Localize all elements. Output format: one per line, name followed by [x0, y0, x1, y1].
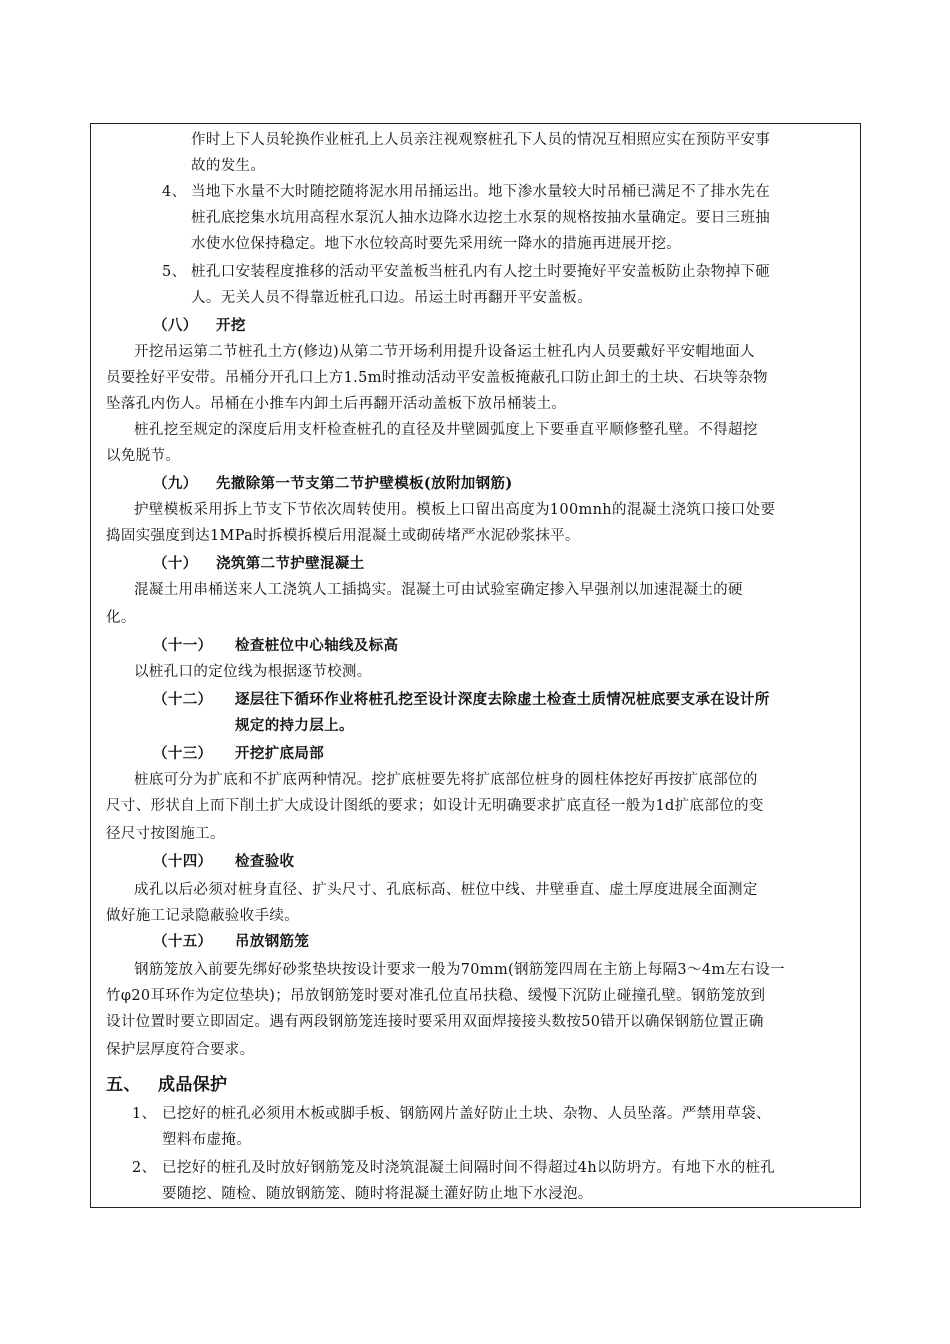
text-line: 已挖好的桩孔必须用木板或脚手板、钢筋网片盖好防止土块、杂物、人员坠落。严禁用草袋、: [162, 1106, 771, 1122]
text-line: 水使水位保持稳定。地下水位较高时要先采用统一降水的措施再进展开挖。: [191, 236, 682, 252]
section-number: （十五）: [153, 933, 213, 950]
section-number: （十二）: [153, 691, 213, 708]
text-line: 捣固实强度到达1MPa时拆模拆模后用混凝土或砌砖堵严水泥砂浆抹平。: [106, 528, 580, 544]
text-line: 以桩孔口的定位线为根据逐节校测。: [134, 664, 372, 680]
section-heading: 浇筑第二节护壁混凝土: [216, 555, 365, 572]
text-line: 作时上下人员轮换作业桩孔上人员亲注视观察桩孔下人员的情况互相照应实在预防平安事: [191, 132, 771, 148]
text-line: 竹φ20耳环作为定位垫块)；吊放钢筋笼时要对准孔位直吊扶稳、缓慢下沉防止碰撞孔壁。钢筋笼放到: [106, 988, 766, 1004]
section-number: （十一）: [153, 637, 213, 654]
text-line: 以免脱节。: [106, 448, 181, 464]
section-number: （十）: [153, 555, 198, 572]
text-line: 桩孔口安装程度推移的活动平安盖板当桩孔内有人挖土时要掩好平安盖板防止杂物掉下砸: [191, 264, 771, 280]
text-line: 成孔以后必须对桩身直径、扩头尺寸、孔底标高、桩位中线、井壁垂直、虚土厚度进展全面测定: [134, 882, 758, 898]
text-line: 桩底可分为扩底和不扩底两种情况。挖扩底桩要先将扩底部位桩身的圆柱体挖好再按扩底部位的: [134, 772, 758, 788]
list-number: 4、: [162, 184, 187, 200]
section-heading: 检查桩位中心轴线及标高: [235, 637, 399, 654]
text-line: 员要拴好平安带。吊桶分开孔口上方1.5m时推动活动平安盖板掩蔽孔口防止卸土的土块、石块等杂物: [106, 370, 768, 386]
list-number: 1、: [132, 1106, 157, 1122]
text-line: 化。: [106, 610, 136, 626]
section-heading: 规定的持力层上。: [235, 717, 354, 734]
section-number: （十四）: [153, 853, 213, 870]
section-number: （八）: [153, 317, 198, 334]
text-line: 钢筋笼放入前要先绑好砂浆垫块按设计要求一般为70mm(钢筋笼四周在主筋上每隔3～4m左右设一: [134, 962, 785, 978]
text-line: 要随挖、随检、随放钢筋笼、随时将混凝土灌好防止地下水浸泡。: [162, 1186, 593, 1202]
text-line: 当地下水量不大时随挖随将泥水用吊捅运出。地下渗水量较大时吊桶已满足不了排水先在: [191, 184, 771, 200]
section-heading: 先撤除第一节支第二节护壁模板(放附加钢筋): [216, 475, 513, 492]
text-line: 已挖好的桩孔及时放好钢筋笼及时浇筑混凝土间隔时间不得超过4h以防坍方。有地下水的桩孔: [162, 1160, 776, 1176]
text-line: 开挖吊运第二节桩孔土方(修边)从第二节开场利用提升设备运土桩孔内人员要戴好平安帽地面人: [134, 344, 755, 360]
text-line: 护壁模板采用拆上节支下节依次周转使用。模板上口留出高度为100mnh的混凝土浇筑口接口处要: [134, 502, 776, 518]
text-line: 坠落孔内伤人。吊桶在小推车内卸土后再翻开活动盖板下放吊桶装土。: [106, 396, 567, 412]
section-heading: 逐层往下循环作业将桩孔挖至设计深度去除虚土检查土质情况桩底要支承在设计所: [235, 691, 770, 708]
text-line: 塑料布虚掩。: [162, 1132, 252, 1148]
section-heading: 开挖扩底局部: [235, 745, 325, 762]
text-line: 径尺寸按图施工。: [106, 826, 225, 842]
list-number: 2、: [132, 1160, 157, 1176]
text-line: 人。无关人员不得靠近桩孔口边。吊运土时再翻开平安盖板。: [191, 290, 592, 306]
text-line: 桩孔底挖集水坑用高程水泵沉人抽水边降水边挖土水泵的规格按抽水量确定。要日三班抽: [191, 210, 771, 226]
chapter-heading: 成品保护: [158, 1075, 228, 1095]
section-number: （九）: [153, 475, 198, 492]
section-heading: 开挖: [216, 317, 246, 334]
text-line: 保护层厚度符合要求。: [106, 1042, 255, 1058]
text-line: 混凝土用串桶送来人工浇筑人工插捣实。混凝土可由试验室确定掺入早强剂以加速混凝土的硬: [134, 582, 743, 598]
chapter-number: 五、: [106, 1075, 141, 1095]
section-heading: 吊放钢筋笼: [235, 933, 310, 950]
text-line: 做好施工记录隐蔽验收手续。: [106, 908, 300, 924]
list-number: 5、: [162, 264, 187, 280]
text-line: 设计位置时要立即固定。遇有两段钢筋笼连接时要采用双面焊接接头数按50错开以确保钢筋位置正确: [106, 1014, 764, 1030]
text-line: 故的发生。: [191, 158, 266, 174]
text-line: 尺寸、形状自上而下削土扩大成设计图纸的要求；如设计无明确要求扩底直径一般为1d扩底部位的变: [106, 798, 764, 814]
section-number: （十三）: [153, 745, 213, 762]
section-heading: 检查验收: [235, 853, 295, 870]
text-line: 桩孔挖至规定的深度后用支杆检查桩孔的直径及井壁圆弧度上下要垂直平顺修整孔壁。不得超挖: [134, 422, 758, 438]
